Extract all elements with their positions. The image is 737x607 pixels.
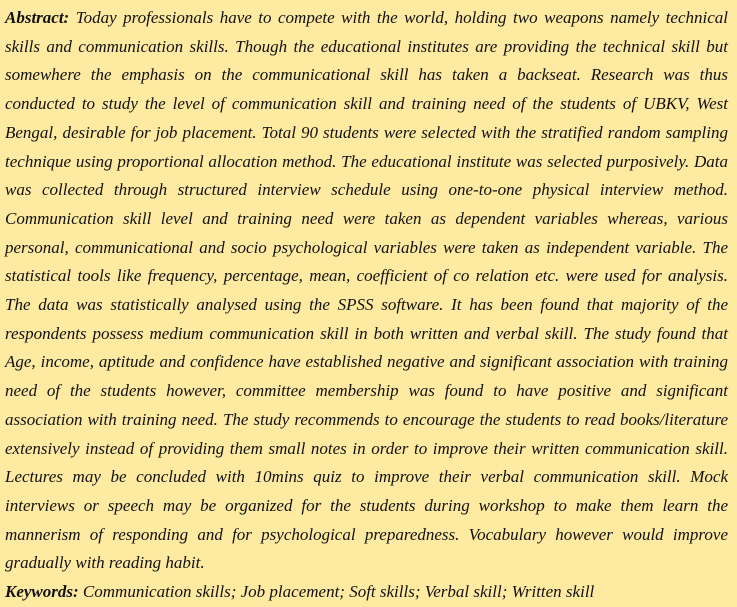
abstract-label: Abstract:	[5, 8, 70, 27]
keywords-text: Communication skills; Job placement; Soft skills; Verbal skill; Written skill	[78, 582, 595, 602]
keywords-paragraph	[5, 578, 728, 607]
abstract-text: Today professionals have to compete with the world, holding two weapons namely technical skills and communication skills. Though the educational institutes are providing the technical skill but somewhere the emphasis on the communicational skill has taken a backseat. Research was thus conducted to study the level of communication skill and training need of the students of UBKV, West Bengal, desirable for job placement. Total 90 students were selected with the stratified random sampling technique using proportional allocation method. The educational institute was selected purposively. Data was collected through structured interview schedule using one-to-one physical interview method. Communication skill level and training need were taken as dependent variables whereas, various personal, communicational and socio psychological variables were taken as independent variable. The statistical tools like frequency, percentage, mean, coefficient of co relation etc. were used for analysis. The data was statistically analysed using the SPSS software. It has been found that majority of the respondents possess medium communication skill in both written and verbal skill. The study found that Age, income, aptitude and confidence have established negative and significant association with training need of the students however, committee membership was found to have positive and significant association with training need. The study recommends to encourage the students to read books/literature extensively instead of providing them small notes in order to improve their written communication skill. Lectures may be concluded with 10mins quiz to improve their verbal communication skill. Mock interviews or speech may be organized for the students during workshop to make them learn the mannerism of responding and for psychological preparedness. Vocabulary however would improve gradually with reading habit.	[5, 8, 728, 573]
keywords-label: Keywords:	[5, 582, 79, 602]
abstract-paragraph	[5, 4, 728, 578]
